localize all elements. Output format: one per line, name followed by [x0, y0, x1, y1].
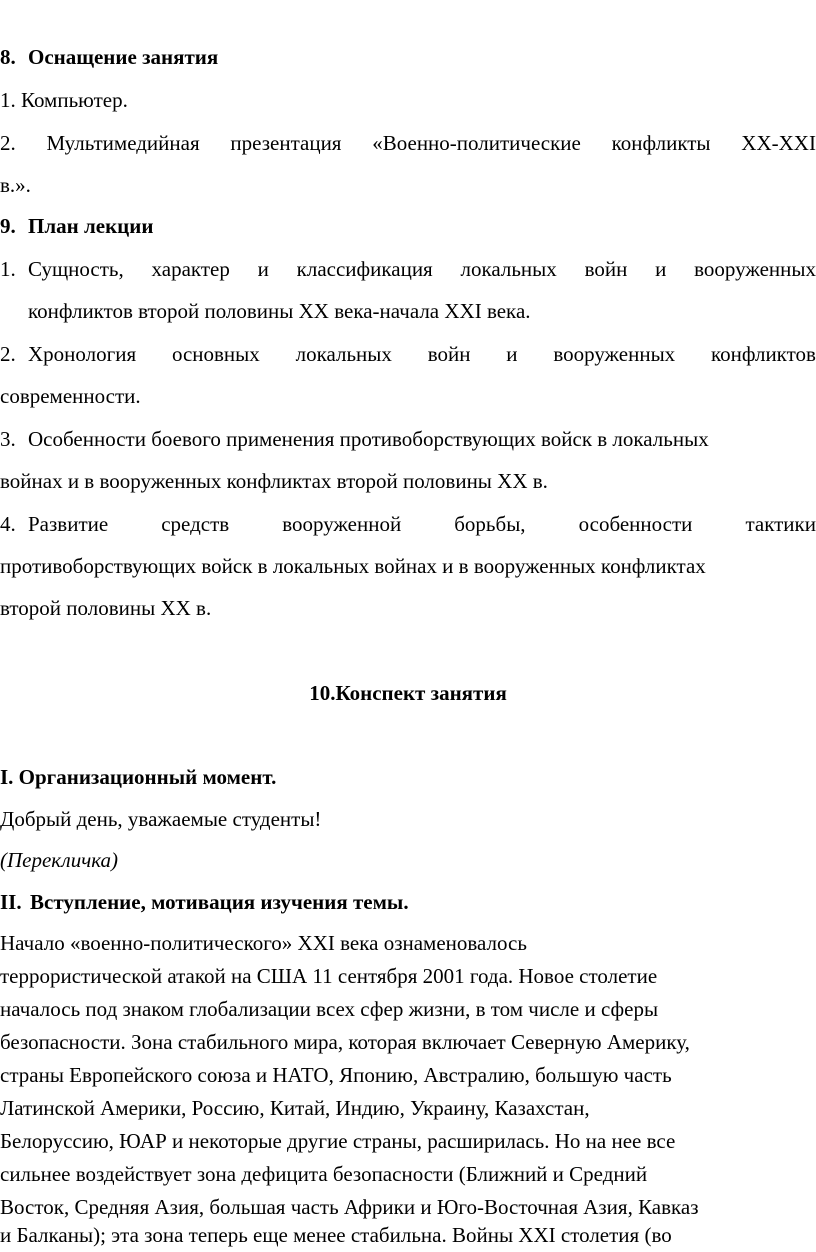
word: войн — [584, 257, 628, 281]
intro-paragraph-line: Латинской Америки, Россию, Китай, Индию, Украину, Казахстан, — [0, 1096, 590, 1120]
part-2-number: II. — [0, 890, 22, 914]
plan-item-1-line-2: конфликтов второй половины XX века-начала XXI века. — [28, 299, 531, 323]
word: «Военно-политические — [372, 131, 581, 155]
section-9-title: План лекции — [28, 214, 154, 238]
word: Развитие — [28, 512, 109, 536]
word: характер — [151, 257, 230, 281]
section-8-heading — [0, 42, 816, 72]
plan-item-3-text: Особенности боевого применения противоборствующих войск в локальных — [28, 427, 709, 451]
plan-item-4-number: 4. — [0, 512, 16, 536]
section-8-number: 8. — [0, 45, 16, 69]
intro-paragraph-line: и Балканы); эта зона теперь еще менее стабильна. Войны XXI столетия (во — [0, 1223, 672, 1247]
word: и — [257, 257, 269, 281]
intro-paragraph-line: безопасности. Зона стабильного мира, которая включает Северную Америку, — [0, 1030, 690, 1054]
plan-item-1-words — [28, 254, 816, 284]
word: локальных — [295, 342, 392, 366]
equipment-item-2-line-2: в.». — [0, 173, 31, 197]
word: Мультимедийная — [46, 131, 200, 155]
word: Хронология — [28, 342, 137, 366]
word: конфликтов — [711, 342, 816, 366]
word: презентация — [230, 131, 342, 155]
equipment-item-2-line-1 — [0, 128, 816, 158]
word: XX-XXI — [741, 131, 816, 155]
intro-paragraph-line: Восток, Средняя Азия, большая часть Африки и Юго-Восточная Азия, Кавказ — [0, 1195, 699, 1219]
word: классификация — [296, 257, 433, 281]
equipment-item-1: 1. Компьютер. — [0, 88, 128, 112]
section-10-title: Конспект занятия — [335, 681, 507, 705]
plan-item-1-number: 1. — [0, 257, 16, 281]
word: и — [655, 257, 667, 281]
intro-paragraph-line: Белоруссию, ЮАР и некоторые другие страны, расширилась. Но на нее все — [0, 1129, 676, 1153]
word: тактики — [745, 512, 816, 536]
plan-item-3-line-2: войнах и в вооруженных конфликтах второй половины XX в. — [0, 469, 548, 493]
word: конфликты — [611, 131, 711, 155]
section-9-number: 9. — [0, 214, 16, 238]
plan-item-4-line-2: противоборствующих войск в локальных войнах и в вооруженных конфликтах — [0, 554, 706, 578]
word: и — [506, 342, 518, 366]
plan-item-2-words — [28, 339, 816, 369]
word: особенности — [578, 512, 693, 536]
word: вооруженных — [694, 257, 816, 281]
plan-item-4-words — [28, 509, 816, 539]
part-2-title: Вступление, мотивация изучения темы. — [30, 890, 409, 914]
word: 2. — [0, 131, 16, 155]
plan-item-4-line-3: второй половины XX в. — [0, 596, 212, 620]
intro-paragraph-line: Начало «военно-политического» XXI века ознаменовалось — [0, 931, 527, 955]
part-1-heading: I. Организационный момент. — [0, 765, 277, 789]
word: средств — [161, 512, 230, 536]
section-9-heading — [0, 211, 816, 241]
rollcall-note: (Перекличка) — [0, 848, 119, 872]
word: вооруженных — [553, 342, 676, 366]
plan-item-3-number: 3. — [0, 427, 16, 451]
plan-item-2-line-2: современности. — [0, 384, 141, 408]
section-10-heading — [0, 678, 816, 708]
intro-paragraph-line: страны Европейского союза и НАТО, Японию, Австралию, большую часть — [0, 1063, 672, 1087]
section-10-number: 10. — [309, 681, 336, 705]
plan-item-2-number: 2. — [0, 342, 16, 366]
part-2-heading — [0, 887, 816, 917]
intro-paragraph-line: сильнее воздействует зона дефицита безопасности (Ближний и Средний — [0, 1162, 648, 1186]
word: локальных — [460, 257, 557, 281]
intro-paragraph-line: началось под знаком глобализации всех сфер жизни, в том числе и сферы — [0, 997, 659, 1021]
word: борьбы, — [454, 512, 526, 536]
plan-item-3-line-1 — [0, 424, 816, 454]
intro-paragraph-line: террористической атакой на США 11 сентября 2001 года. Новое столетие — [0, 964, 658, 988]
word: Сущность, — [28, 257, 124, 281]
section-8-title: Оснащение занятия — [28, 45, 219, 69]
word: основных — [171, 342, 260, 366]
word: вооруженной — [282, 512, 402, 536]
greeting-text: Добрый день, уважаемые студенты! — [0, 807, 322, 831]
word: войн — [427, 342, 471, 366]
